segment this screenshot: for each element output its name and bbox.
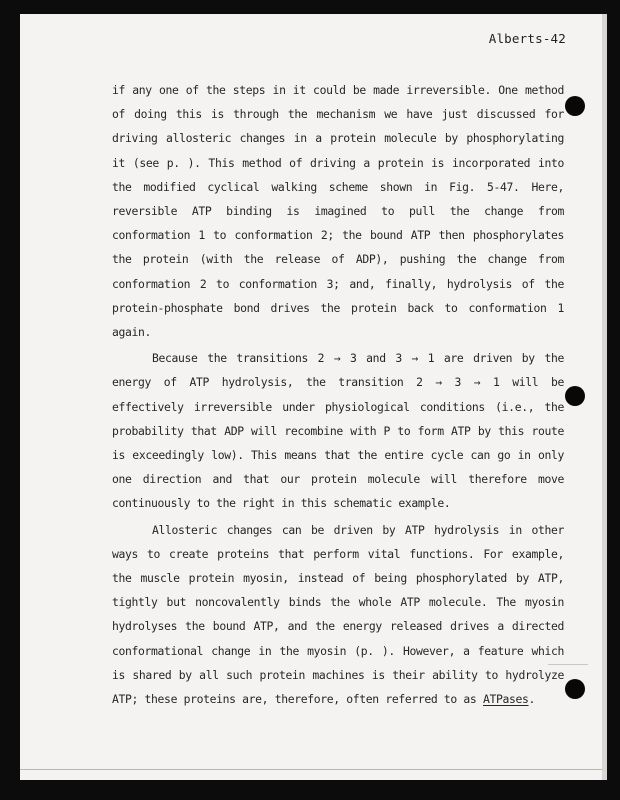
bottom-rule: [20, 769, 602, 770]
paragraph-1: if any one of the steps in it could be made irreversible. One method of doing this is through the mechanism we have just discussed for driving allosteric changes in a protein molecule by phosphorylating it (see p. ). This method of driving a protein is incorporated into the modified cyclical walking scheme shown in Fig. 5-47. Here, reversible ATP binding is imagined to pull the change from conformation 1 to conformation 2; the bound ATP then phosphorylates the protein (with the release of ADP), pushing the change from conformation 2 to conformation 3; and, finally, hydrolysis of the protein-phosphate bond drives the protein back to conformation 1 again.: [112, 83, 564, 340]
scan-mark: [548, 664, 588, 665]
page-label: Alberts-42: [488, 31, 566, 46]
atpases-term: ATPases: [482, 692, 529, 707]
document-page: [20, 14, 602, 780]
paragraph-3: [112, 518, 564, 712]
punch-hole: [565, 96, 585, 116]
paragraph-2: Because the transitions 2 → 3 and 3 → 1 are driven by the energy of ATP hydrolysis, the transition 2 → 3 → 1 will be effectively irreversible under physiological conditions (i.e., the probability that ADP will recombine with P to form ATP by this route is exceedingly low). This means that the entire cycle can go in only one direction and that our protein molecule will therefore move continuously to the right in this schematic example.: [112, 351, 564, 511]
body-text: [112, 78, 564, 713]
punch-hole: [565, 679, 585, 699]
paragraph-3-text: Allosteric changes can be driven by ATP hydrolysis in other ways to create proteins that perform vital functions. For example, the muscle protein myosin, instead of being phosphorylated by ATP, tightly but noncovalently binds the whole ATP molecule. The myosin hydrolyses the bound ATP, and the energy released drives a directed conformational change in the myosin (p. ). However, a feature which is shared by all such protein machines is their ability to hydrolyze ATP; these proteins are, therefore, often referred to as: [112, 522, 564, 707]
punch-hole: [565, 386, 585, 406]
paragraph-3-end: .: [528, 692, 536, 707]
page-edge: [602, 14, 607, 780]
